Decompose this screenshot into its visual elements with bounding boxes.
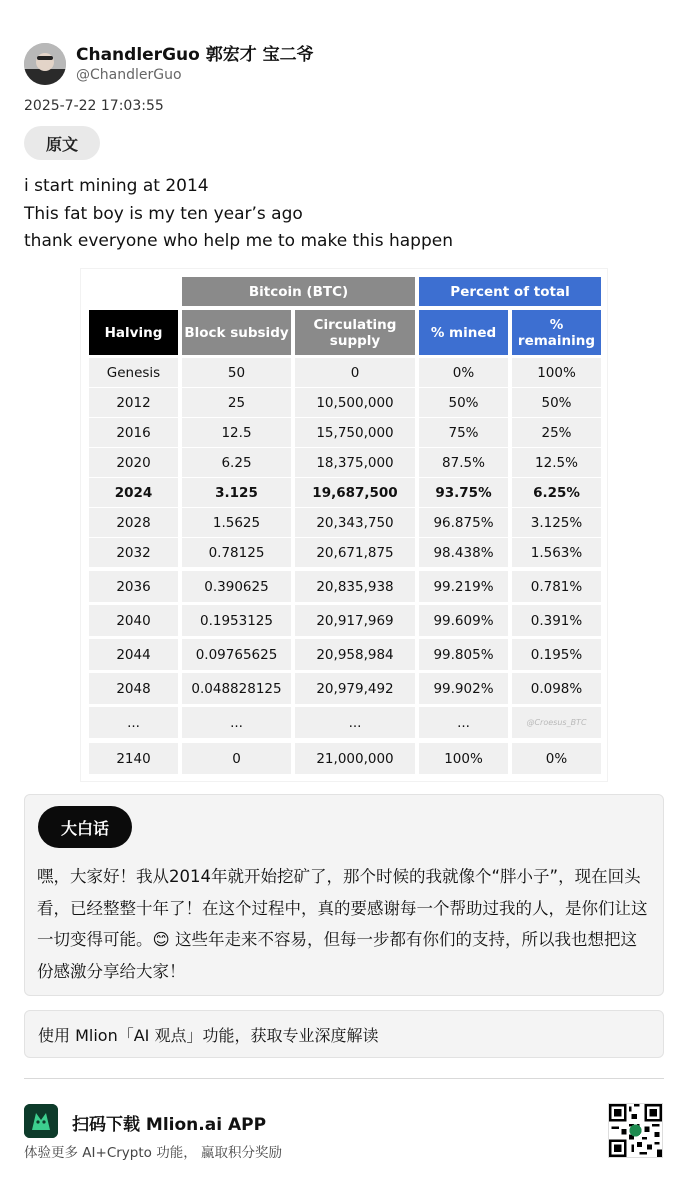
table-group-header-bitcoin: Bitcoin (BTC) [182, 277, 415, 306]
table-cell-halving: ... [89, 707, 178, 738]
divider [24, 1078, 664, 1079]
table-cell-block-subsidy: 12.5 [182, 418, 291, 447]
plain-language-badge: 大白话 [38, 806, 132, 848]
post-line: This fat boy is my ten year’s ago [24, 203, 303, 224]
table-cell-block-subsidy: 0.048828125 [182, 673, 291, 704]
table-cell-pct-remaining: 0.195% [512, 639, 601, 670]
table-group-header-percent: Percent of total [419, 277, 601, 306]
avatar-image [24, 43, 66, 85]
post-header [24, 42, 314, 86]
table-cell-block-subsidy: 50 [182, 358, 291, 387]
table-cell-pct-mined: 99.609% [419, 605, 508, 636]
post-line: thank everyone who help me to make this happen [24, 231, 453, 251]
table-cell-circulating-supply: 20,671,875 [295, 538, 415, 567]
qr-code-icon[interactable] [608, 1103, 663, 1158]
table-cell-block-subsidy: 0.1953125 [182, 605, 291, 636]
table-cell-pct-remaining: 0.098% [512, 673, 601, 704]
table-cell-circulating-supply: 19,687,500 [295, 478, 415, 507]
table-cell-pct-mined: 50% [419, 388, 508, 417]
table-header-halving: Halving [89, 310, 178, 355]
table-cell-block-subsidy: 0.390625 [182, 571, 291, 602]
table-cell-pct-remaining: 50% [512, 388, 601, 417]
table-cell-circulating-supply: 20,835,938 [295, 571, 415, 602]
table-cell-circulating-supply: 0 [295, 358, 415, 387]
download-app-title: 扫码下载 Mlion.ai APP [72, 1115, 267, 1135]
table-cell-block-subsidy: 25 [182, 388, 291, 417]
halving-table-image[interactable] [80, 268, 608, 782]
table-header-pct-remaining: % remaining [512, 310, 601, 355]
table-header-pct-mined: % mined [419, 310, 508, 355]
table-cell-pct-remaining: 3.125% [512, 508, 601, 537]
post-line: i start mining at 2014 [24, 176, 209, 196]
table-header-circulating-supply: Circulating supply [295, 310, 415, 355]
table-cell-halving: 2040 [89, 605, 178, 636]
table-cell-pct-mined: 93.75% [419, 478, 508, 507]
table-cell-halving: 2012 [89, 388, 178, 417]
table-cell-block-subsidy: 0.78125 [182, 538, 291, 567]
author-info [76, 44, 314, 84]
table-cell-pct-mined: 99.805% [419, 639, 508, 670]
plain-language-text: 嘿，大家好！我从2014年就开始挖矿了，那个时候的我就像个“胖小子”，现在回头看，已经整整十年了！在这个过程中，真的要感谢每一个帮助过我的人，是你们让这一切变得可能。😊 这些年走来不容易，但每一步都有你们的支持，所以我也想把这份感激分享给大家！ [37, 867, 648, 981]
table-cell-circulating-supply: 20,958,984 [295, 639, 415, 670]
table-watermark: @Croesus_BTC [512, 707, 601, 738]
table-cell-halving: 2036 [89, 571, 178, 602]
author-name[interactable]: ChandlerGuo 郭宏才 宝二爷 [76, 45, 314, 65]
table-cell-pct-mined: 100% [419, 743, 508, 774]
table-cell-circulating-supply: 15,750,000 [295, 418, 415, 447]
table-cell-pct-remaining: 0.391% [512, 605, 601, 636]
table-cell-circulating-supply: ... [295, 707, 415, 738]
table-cell-pct-mined: 99.902% [419, 673, 508, 704]
table-cell-pct-mined: 75% [419, 418, 508, 447]
post-body [24, 173, 453, 256]
table-cell-pct-mined: 98.438% [419, 538, 508, 567]
table-cell-halving: 2140 [89, 743, 178, 774]
table-cell-circulating-supply: 20,343,750 [295, 508, 415, 537]
table-cell-pct-remaining: 0% [512, 743, 601, 774]
table-cell-halving: Genesis [89, 358, 178, 387]
table-cell-halving: 2048 [89, 673, 178, 704]
table-cell-block-subsidy: 6.25 [182, 448, 291, 477]
avatar[interactable] [24, 43, 66, 85]
table-cell-pct-mined: 99.219% [419, 571, 508, 602]
table-cell-pct-remaining: 12.5% [512, 448, 601, 477]
table-cell-halving: 2016 [89, 418, 178, 447]
table-cell-pct-remaining: 6.25% [512, 478, 601, 507]
table-cell-circulating-supply: 20,979,492 [295, 673, 415, 704]
table-cell-circulating-supply: 21,000,000 [295, 743, 415, 774]
mlion-ai-insight-link[interactable]: 使用 Mlion「AI 观点」功能，获取专业深度解读 [24, 1010, 664, 1058]
original-text-button[interactable]: 原文 [24, 126, 100, 160]
download-app-subtitle: 体验更多 AI+Crypto 功能， 赢取积分奖励 [24, 1145, 282, 1161]
table-cell-block-subsidy: ... [182, 707, 291, 738]
table-header-block-subsidy: Block subsidy [182, 310, 291, 355]
author-handle[interactable]: @ChandlerGuo [76, 67, 182, 83]
table-cell-pct-remaining: 0.781% [512, 571, 601, 602]
mlion-logo-icon [24, 1104, 58, 1138]
table-cell-block-subsidy: 0.09765625 [182, 639, 291, 670]
table-cell-halving: 2024 [89, 478, 178, 507]
table-cell-pct-mined: 87.5% [419, 448, 508, 477]
plain-language-card [24, 794, 664, 996]
table-cell-pct-remaining: 1.563% [512, 538, 601, 567]
table-cell-halving: 2032 [89, 538, 178, 567]
table-cell-pct-mined: 0% [419, 358, 508, 387]
table-cell-block-subsidy: 1.5625 [182, 508, 291, 537]
table-cell-pct-mined: ... [419, 707, 508, 738]
table-cell-halving: 2028 [89, 508, 178, 537]
table-cell-pct-mined: 96.875% [419, 508, 508, 537]
table-cell-halving: 2020 [89, 448, 178, 477]
post-timestamp: 2025-7-22 17:03:55 [24, 98, 164, 114]
table-cell-pct-remaining: 100% [512, 358, 601, 387]
table-cell-circulating-supply: 18,375,000 [295, 448, 415, 477]
table-cell-block-subsidy: 0 [182, 743, 291, 774]
table-cell-pct-remaining: 25% [512, 418, 601, 447]
table-cell-circulating-supply: 20,917,969 [295, 605, 415, 636]
table-cell-circulating-supply: 10,500,000 [295, 388, 415, 417]
table-cell-block-subsidy: 3.125 [182, 478, 291, 507]
table-cell-halving: 2044 [89, 639, 178, 670]
